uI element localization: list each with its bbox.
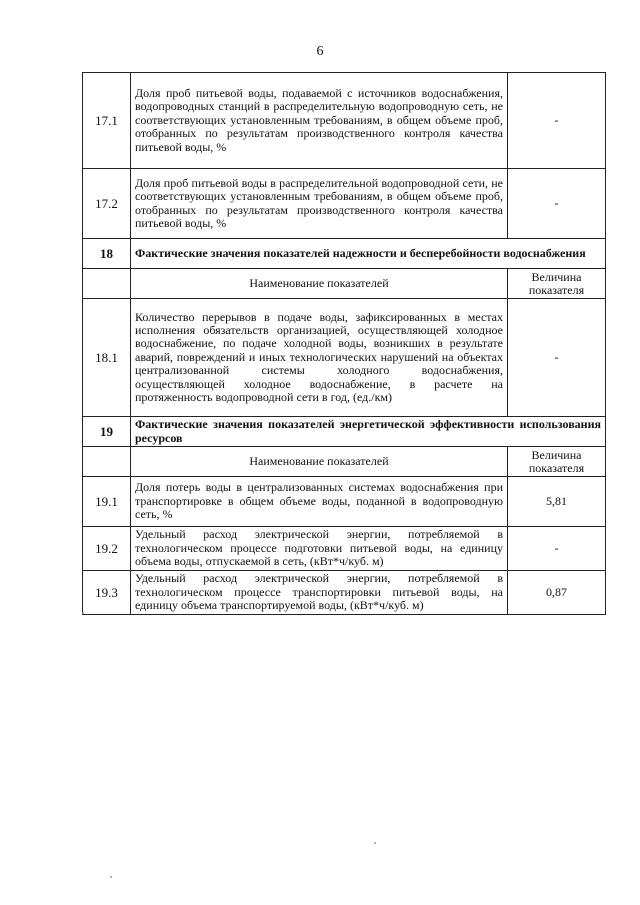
page-number: 6 bbox=[316, 44, 324, 59]
section-number: 19 bbox=[83, 417, 131, 447]
indicators-table bbox=[82, 72, 606, 615]
section-row bbox=[83, 239, 606, 269]
section-title: Фактические значения показателей надежности и бесперебойности водоснабжения bbox=[131, 239, 606, 269]
indicator-name: Доля потерь воды в централизованных системах водоснабжения при транспортировке в общем объеме воды, поданной в водопроводную сеть, % bbox=[131, 477, 508, 527]
column-header-row bbox=[83, 269, 606, 299]
indicator-value: 0,87 bbox=[508, 571, 606, 615]
row-number: 18.1 bbox=[83, 299, 131, 417]
row-number: 17.1 bbox=[83, 73, 131, 169]
row-number: 19.1 bbox=[83, 477, 131, 527]
indicator-value: 5,81 bbox=[508, 477, 606, 527]
indicator-value: - bbox=[508, 299, 606, 417]
table-row bbox=[83, 477, 606, 527]
indicator-name: Удельный расход электрической энергии, потребляемой в технологическом процессе транспортировки питьевой воды, на единицу объема транспортируемой воды, (кВт*ч/куб. м) bbox=[131, 571, 508, 615]
section-row bbox=[83, 417, 606, 447]
scan-speck bbox=[82, 612, 84, 614]
column-header-name: Наименование показателей bbox=[131, 269, 508, 299]
table-row bbox=[83, 73, 606, 169]
section-number: 18 bbox=[83, 239, 131, 269]
scan-speck bbox=[374, 842, 376, 844]
column-header-row bbox=[83, 447, 606, 477]
column-header-name: Наименование показателей bbox=[131, 447, 508, 477]
indicator-name: Удельный расход электрической энергии, потребляемой в технологическом процессе подготовки питьевой воды, на единицу объема воды, отпускаемой в сеть, (кВт*ч/куб. м) bbox=[131, 527, 508, 571]
column-header-value: Величина показателя bbox=[508, 447, 606, 477]
indicator-name: Доля проб питьевой воды, подаваемой с источников водоснабжения, водопроводных станций в распределительную водопроводную сеть, не соответствующих установленным требованиям, в общем объеме проб, отобранных по результатам производственного контроля качества питьевой воды, % bbox=[131, 73, 508, 169]
table-row bbox=[83, 169, 606, 239]
row-number: 19.3 bbox=[83, 571, 131, 615]
table-row bbox=[83, 299, 606, 417]
column-header-value: Величина показателя bbox=[508, 269, 606, 299]
indicator-name: Доля проб питьевой воды в распределительной водопроводной сети, не соответствующих установленным требованиям, в общем объеме проб, отобранных по результатам производственного контроля качества питьевой воды, % bbox=[131, 169, 508, 239]
empty-cell bbox=[83, 447, 131, 477]
indicator-value: - bbox=[508, 527, 606, 571]
indicator-value: - bbox=[508, 73, 606, 169]
empty-cell bbox=[83, 269, 131, 299]
scan-speck bbox=[110, 876, 112, 878]
table-row bbox=[83, 571, 606, 615]
row-number: 19.2 bbox=[83, 527, 131, 571]
indicator-value: - bbox=[508, 169, 606, 239]
indicator-name: Количество перерывов в подаче воды, зафиксированных в местах исполнения обязательств организацией, осуществляющей холодное водоснабжение, по подаче холодной воды, возникших в результате аварий, повреждений и иных технологических нарушений на объектах централизованной системы холодного водоснабжения, осуществляющей холодное водоснабжение, в расчете на протяженность водопроводной сети в год, (ед./км) bbox=[131, 299, 508, 417]
table-row bbox=[83, 527, 606, 571]
row-number: 17.2 bbox=[83, 169, 131, 239]
section-title: Фактические значения показателей энергетической эффективности использования ресурсов bbox=[131, 417, 606, 447]
